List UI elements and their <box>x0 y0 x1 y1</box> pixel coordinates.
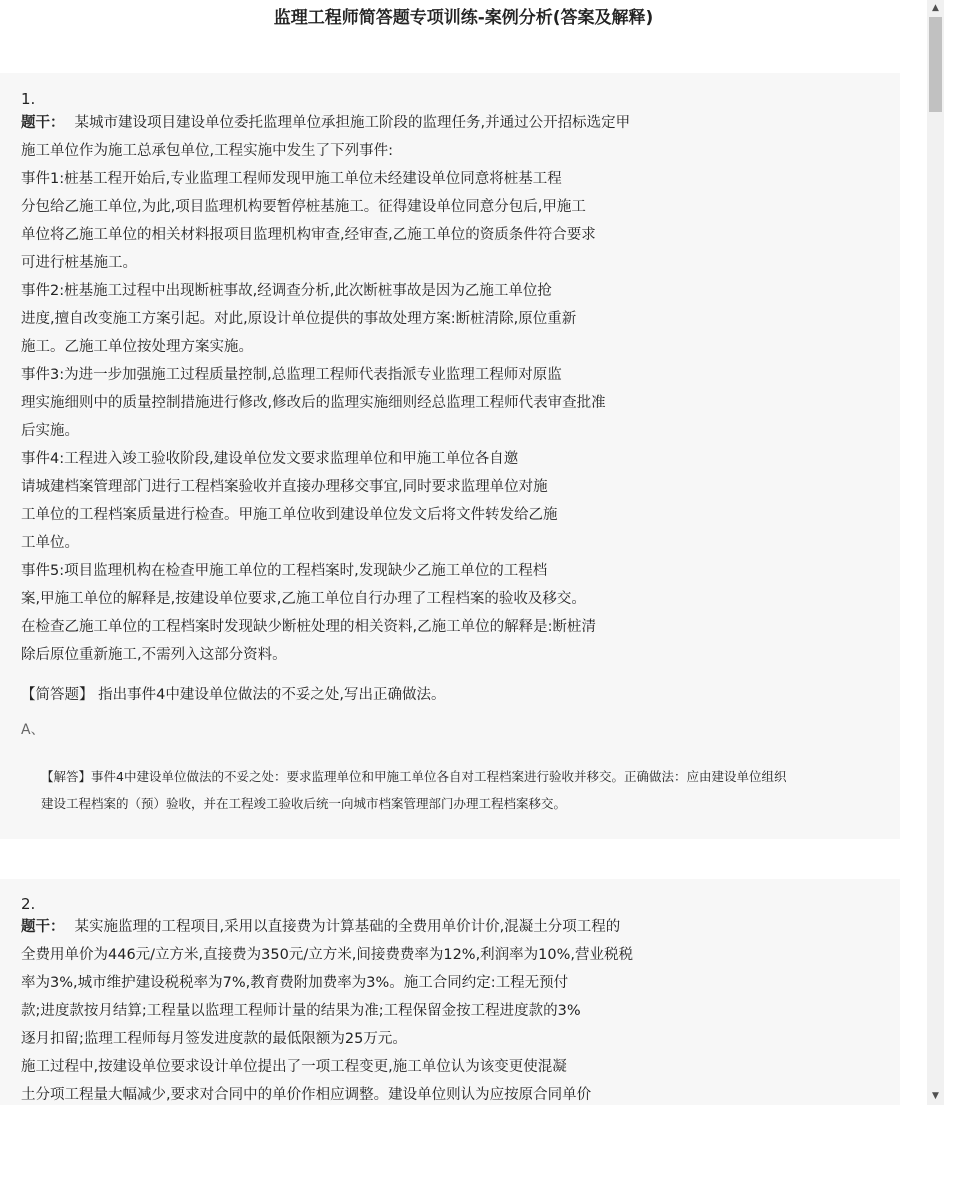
stem-line: 理实施细则中的质量控制措施进行修改,修改后的监理实施细则经总监理工程师代表审查批准 <box>21 395 606 411</box>
stem-line: 进度,擅自改变施工方案引起。对此,原设计单位提供的事故处理方案:断桩清除,原位重新 <box>21 311 577 327</box>
stem-line: 工单位。 <box>21 535 79 551</box>
stem-line: 题干： 某城市建设项目建设单位委托监理单位承担施工阶段的监理任务,并通过公开招标选定甲 <box>21 115 631 131</box>
question-prompt: 【简答题】 指出事件4中建设单位做法的不妥之处,写出正确做法。 <box>21 687 446 703</box>
question-card-2 <box>0 879 900 1105</box>
stem-line: 请城建档案管理部门进行工程档案验收并直接办理移交事宜,同时要求监理单位对施 <box>21 479 548 495</box>
answer-option-a[interactable]: A、 <box>21 722 45 738</box>
stem-line: 工单位的工程档案质量进行检查。甲施工单位收到建设单位发文后将文件转发给乙施 <box>21 507 558 523</box>
vertical-scrollbar[interactable] <box>927 0 944 1105</box>
stem-line: 案,甲施工单位的解释是,按建设单位要求,乙施工单位自行办理了工程档案的验收及移交。 <box>21 591 586 607</box>
stem-line: 施工过程中,按建设单位要求设计单位提出了一项工程变更,施工单位认为该变更使混凝 <box>21 1059 567 1075</box>
stem-line: 后实施。 <box>21 423 79 439</box>
stem-line: 施工单位作为施工总承包单位,工程实施中发生了下列事件: <box>21 143 393 159</box>
stem-line: 全费用单价为446元/立方米,直接费为350元/立方米,间接费费率为12%,利润率为10%,营业税税 <box>21 947 634 963</box>
question-number: 2. <box>21 895 36 913</box>
question-card-1 <box>0 73 900 839</box>
answer-line: 建设工程档案的（预）验收，并在工程竣工验收后统一向城市档案管理部门办理工程档案移交。 <box>41 796 567 811</box>
stem-line: 单位将乙施工单位的相关材料报项目监理机构审查,经审查,乙施工单位的资质条件符合要求 <box>21 227 596 243</box>
stem-line: 率为3%,城市维护建设税税率为7%,教育费附加费率为3%。施工合同约定:工程无预付 <box>21 975 569 991</box>
stem-line: 可进行桩基施工。 <box>21 255 137 271</box>
stem-line: 施工。乙施工单位按处理方案实施。 <box>21 339 253 355</box>
scroll-up-arrow-icon[interactable]: ▲ <box>932 3 939 13</box>
question-number: 1. <box>21 90 36 108</box>
stem-line: 款;进度款按月结算;工程量以监理工程师计量的结果为准;工程保留金按工程进度款的3% <box>21 1003 581 1019</box>
stem-line: 事件3:为进一步加强施工过程质量控制,总监理工程师代表指派专业监理工程师对原监 <box>21 367 562 383</box>
stem-line: 在检查乙施工单位的工程档案时发现缺少断桩处理的相关资料,乙施工单位的解释是:断桩清 <box>21 619 596 635</box>
answer-line: 【解答】事件4中建设单位做法的不妥之处：要求监理单位和甲施工单位各自对工程档案进行验收并移交。正确做法：应由建设单位组织 <box>41 769 787 784</box>
page-title: 监理工程师简答题专项训练-案例分析(答案及解释) <box>273 8 654 28</box>
stem-line: 分包给乙施工单位,为此,项目监理机构要暂停桩基施工。征得建设单位同意分包后,甲施工 <box>21 199 586 215</box>
stem-line: 题干： 某实施监理的工程项目,采用以直接费为计算基础的全费用单价计价,混凝土分项工程的 <box>21 919 621 935</box>
stem-line: 事件1:桩基工程开始后,专业监理工程师发现甲施工单位未经建设单位同意将桩基工程 <box>21 171 562 187</box>
stem-line: 土分项工程量大幅减少,要求对合同中的单价作相应调整。建设单位则认为应按原合同单价 <box>21 1087 592 1103</box>
stem-line: 事件2:桩基施工过程中出现断桩事故,经调查分析,此次断桩事故是因为乙施工单位抢 <box>21 283 552 299</box>
stem-line: 事件4:工程进入竣工验收阶段,建设单位发文要求监理单位和甲施工单位各自邀 <box>21 451 519 467</box>
stem-label: 题干： <box>21 115 65 131</box>
stem-line: 除后原位重新施工,不需列入这部分资料。 <box>21 647 287 663</box>
stem-label: 题干： <box>21 919 65 935</box>
answer-explanation <box>41 763 881 817</box>
stem-line: 逐月扣留;监理工程师每月签发进度款的最低限额为25万元。 <box>21 1031 407 1047</box>
scrollbar-thumb[interactable] <box>929 17 942 112</box>
scroll-down-arrow-icon[interactable]: ▼ <box>932 1091 939 1101</box>
stem-line: 事件5:项目监理机构在检查甲施工单位的工程档案时,发现缺少乙施工单位的工程档 <box>21 563 548 579</box>
